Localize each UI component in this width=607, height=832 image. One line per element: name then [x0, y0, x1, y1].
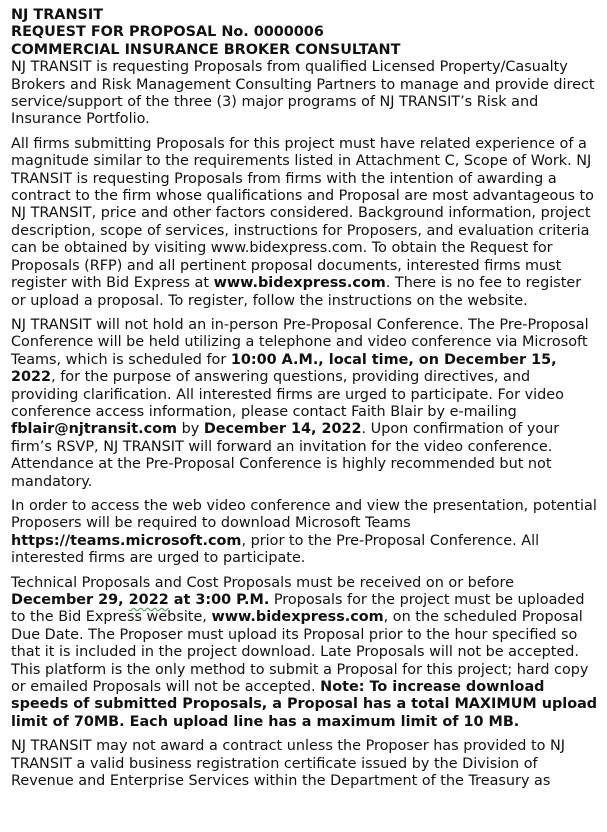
- rsvp-date: December 14, 2022: [203, 421, 362, 438]
- text: , for the purpose of answering questions, providing directives, and providing clarification. All interested firms are urged to participate. For video conference access information, please contact Faith Blair by e-mailing: [11, 369, 564, 420]
- paragraph-submission: [11, 575, 599, 732]
- text: NJ TRANSIT may not award a contract unless the Proposer has provided to NJ TRANSIT a valid business registration certificate issued by the Division of Revenue and Enterprise Services within the Department of the Treasury as: [11, 738, 565, 790]
- text: NJ TRANSIT will not hold an in-person Pre-Proposal Conference. The Pre-Proposal Conference will be held utilizing a telephone and video conference via Microsoft Teams, which is scheduled for: [11, 316, 589, 368]
- conference-datetime: 10:00 A.M., local time, on December 15, 2022: [11, 351, 557, 386]
- org-name: NJ TRANSIT: [11, 7, 104, 23]
- text: by: [177, 421, 204, 438]
- rfp-title: COMMERCIAL INSURANCE BROKER CONSULTANT: [11, 41, 401, 58]
- due-year: 2022: [128, 592, 169, 608]
- text: Proposals for the project must be uploaded to the Bid Express website,: [11, 592, 585, 626]
- text: All firms submitting Proposals for this project must have related experience of a magnitude similar to the requirements listed in Attachment C, Scope of Work. NJ TRANSIT is requesting Proposals from firms with the intention of awarding a contract to the firm whose qualifications and Proposal are most advantageous to NJ TRANSIT, price and other factors considered. Background information, project description, scope of services, instructions for Proposers, and evaluation criteria can be obtained by visiting www.bidexpress.com. To obtain the Request for Proposals (RFP) and all pertinent proposal documents, interested firms must register with Bid Express at: [11, 135, 594, 292]
- bidexpress-link: www.bidexpress.com: [213, 275, 386, 292]
- paragraph-registration: [11, 738, 599, 790]
- paragraph-eligibility: [11, 136, 599, 310]
- text: In order to access the web video conference and view the presentation, potential Proposers will be required to download Microsoft Teams: [11, 497, 597, 532]
- text: , prior to the Pre-Proposal Conference. All interested firms are urged to participate.: [11, 532, 540, 567]
- rfp-number: REQUEST FOR PROPOSAL No. 0000006: [11, 24, 324, 41]
- upload-limit-note: Note: To increase download speeds of submitted Proposals, a Proposal has a total MAXIMUM upload limit of 70MB. Each upload line has a maximum limit of 10 MB.: [11, 679, 598, 730]
- due-time: at 3:00 P.M.: [168, 592, 270, 608]
- paragraph-pre-proposal: [11, 317, 599, 491]
- paragraph-intro: [11, 59, 599, 129]
- bidexpress-link: www.bidexpress.com: [211, 609, 384, 626]
- text: . There is no fee to register or upload a proposal. To register, follow the instructions on the website.: [11, 275, 582, 309]
- due-date: December 29,: [11, 592, 129, 608]
- text: Technical Proposals and Cost Proposals must be received on or before: [11, 574, 514, 591]
- text: NJ TRANSIT is requesting Proposals from qualified Licensed Property/Casualty Brokers and Risk Management Consulting Partners to manage and provide direct service/support of the three (3) major programs of NJ TRANSIT’s Risk and Insurance Portfolio.: [11, 59, 595, 128]
- document-header: [11, 7, 599, 59]
- contact-email: fblair@njtransit.com: [11, 421, 177, 438]
- text: , on the scheduled Proposal Due Date. The Proposer must upload its Proposal prior to the hour specified so that it is included in the project download. Late Proposals will not be accepted. This platform is the only method to submit a Proposal for this project; hard copy or emailed Proposals will not be accepted.: [11, 609, 589, 696]
- text: . Upon confirmation of your firm’s RSVP, NJ TRANSIT will forward an invitation for the video conference. Attendance at the Pre-Proposal Conference is highly recommended but not mandatory.: [11, 421, 560, 490]
- paragraph-teams: [11, 498, 599, 568]
- teams-url: https://teams.microsoft.com: [11, 532, 242, 549]
